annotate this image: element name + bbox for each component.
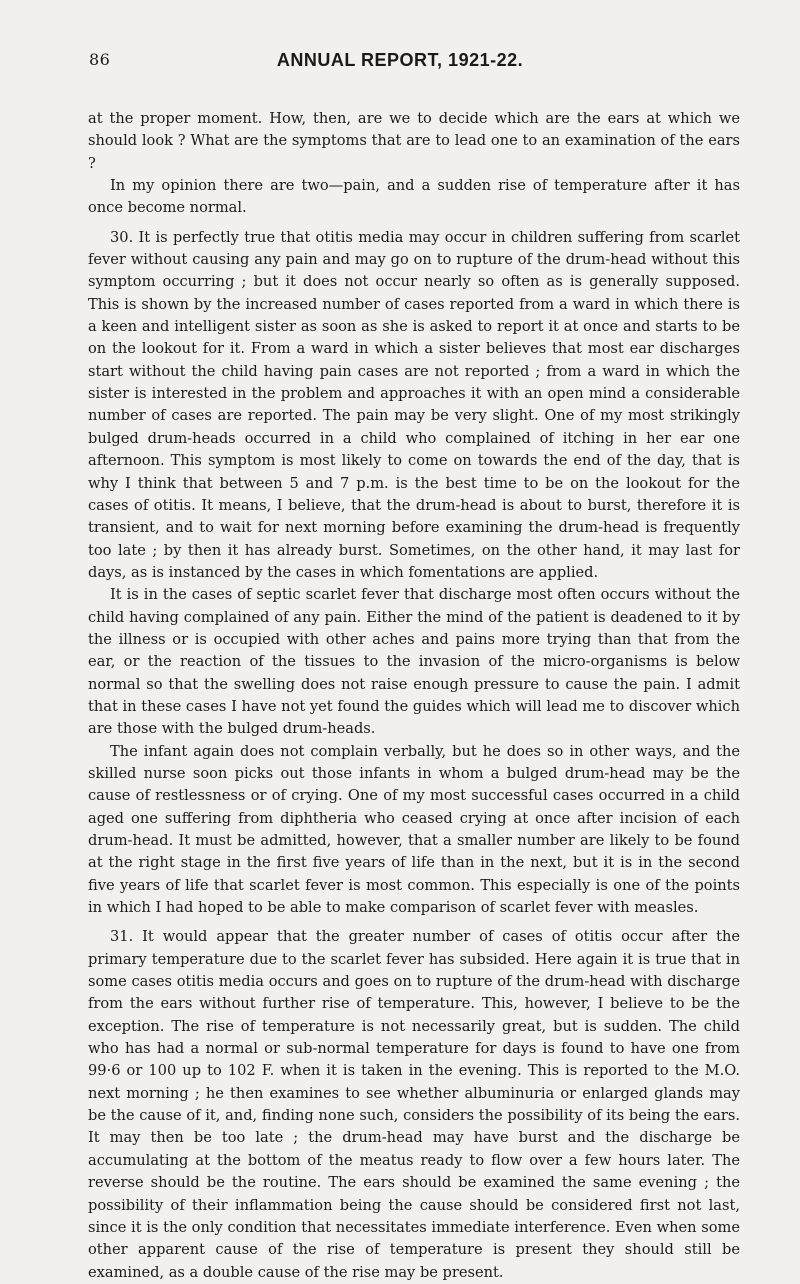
paragraph: In my opinion there are two—pain, and a sudden rise of temperature after it has once become normal. [88,177,740,217]
paragraph-section-30: 30. It is perfectly true that otitis media may occur in children suffering from scarlet fever without causing any pain and may go on to rupture of the drum-head without this symptom occurring ; but it does not occur nearly so often as is generally supposed. This is shown by the increased number of cases reported from a ward in which there is a keen and intelligent sister as soon as she is asked to report it at once and starts to be on the lookout for it. From a ward in which a sister believes that most ear discharges start without the child having pain cases are not reported ; from a ward in which the sister is interested in the problem and approaches it with an open mind a considerable number of cases are reported. The pain may be very slight. One of my most strikingly bulged drum-heads occurred in a child who complained of itching in her ear one afternoon. This symptom is most likely to come on towards the end of the day, that is why I think that between 5 and 7 p.m. is the best time to be on the lookout for the cases of otitis. It means, I believe, that the drum-head is about to burst, therefore it is transient, and to wait for next morning before examining the drum-head is frequently too late ; by then it has already burst. Sometimes, on the other hand, it may last for days, as is instanced by the cases in which fomentations are applied. [88,228,740,581]
paragraph: It is in the cases of septic scarlet fever that discharge most often occurs without the child having complained of any pain. Either the mind of the patient is deadened to it by the illness or is occupied with other aches and pains more trying than that from the ear, or the reaction of the tissues to the invasion of the micro-organisms is below normal so that the swelling does not raise enough pressure to cause the pain. I admit that in these cases I have not yet found the guides which will lead me to discover which are those with the bulged drum-heads. [88,586,740,738]
running-title: ANNUAL REPORT, 1921-22. [276,50,524,70]
body-text [88,108,740,1284]
page-header [60,50,740,72]
paragraph-section-31: 31. It would appear that the greater number of cases of otitis occur after the primary temperature due to the scarlet fever has subsided. Here again it is true that in some cases otitis media occurs and goes on to rupture of the drum-head with discharge from the ears without further rise of temperature. This, however, I believe to be the exception. The rise of temperature is not necessarily great, but is sudden. The child who has had a normal or sub-normal temperature for days is found to have one from 99·6 or 100 up to 102 F. when it is taken in the evening. This is reported to the M.O. next morning ; he then examines to see whether albuminuria or enlarged glands may be the cause of it, and, finding none such, considers the possibility of its being the ears. It may then be too late ; the drum-head may have burst and the discharge be accumulating at the bottom of the meatus ready to flow over a few hours later. The reverse should be the routine. The ears should be examined the same evening ; the possibility of their inflammation being the cause should be considered first not last, since it is the only condition that necessitates immediate interference. Even when some other apparent cause of the rise of temperature is present they should still be examined, as a double cause of the rise may be present. [88,928,740,1281]
paragraph: The infant again does not complain verbally, but he does so in other ways, and the skilled nurse soon picks out those infants in whom a bulged drum-head may be the cause of restlessness or of crying. One of my most successful cases occurred in a child aged one suffering from diphtheria who ceased crying at once after incision of each drum-head. It must be admitted, however, that a smaller number are likely to be found at the right stage in the first five years of life than in the next, but it is in the second five years of life that scarlet fever is most common. This especially is one of the points in which I had hoped to be able to make comparison of scarlet fever with measles. [88,742,740,917]
paragraph: at the proper moment. How, then, are we to decide which are the ears at which we should look ? What are the symptoms that are to lead one to an examination of the ears ? [88,110,740,172]
page-number: 86 [89,50,111,69]
